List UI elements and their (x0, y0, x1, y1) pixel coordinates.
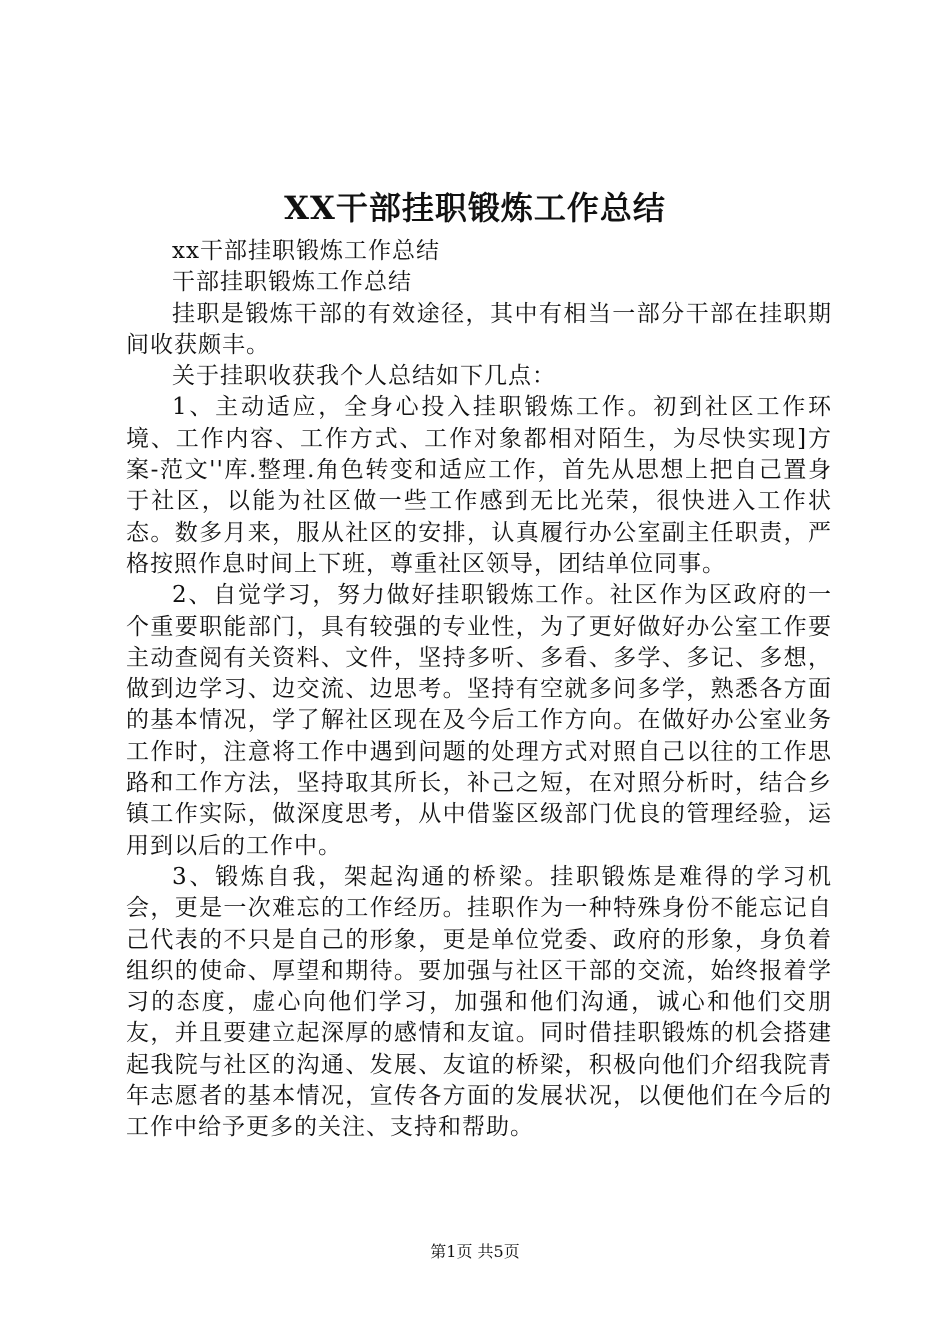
paragraph-subtitle-2: 干部挂职锻炼工作总结 (172, 269, 412, 296)
paragraph-point-2: 2、自觉学习，努力做好挂职锻炼工作。社区作为区政府的一个重要职能部门，具有较强的专业性，为了更好做好办公室工作要主动查阅有关资料、文件，坚持多听、多看、多学、多记、多想，做到边学习、边交流、边思考。坚持有空就多问多学，熟悉各方面的基本情况，学了解社区现在及今后工作方向。在做好办公室业务工作时，注意将工作中遇到问题的处理方式对照自己以往的工作思路和工作方法，坚持取其所长，补己之短，在对照分析时，结合乡镇工作实际，做深度思考，从中借鉴区级部门优良的管理经验，运用到以后的工作中。 (126, 582, 832, 859)
page-number-footer: 第1页 共5页 (430, 1242, 520, 1261)
document-title: XX干部挂职锻炼工作总结 (284, 189, 666, 227)
paragraph-point-3: 3、锻炼自我，架起沟通的桥梁。挂职锻炼是难得的学习机会，更是一次难忘的工作经历。挂职作为一种特殊身份不能忘记自己代表的不只是自己的形象，更是单位党委、政府的形象，身负着组织的使命、厚望和期待。要加强与社区干部的交流，始终报着学习的态度，虚心向他们学习，加强和他们沟通，诚心和他们交朋友，并且要建立起深厚的感情和友谊。同时借挂职锻炼的机会搭建起我院与社区的沟通、发展、友谊的桥梁，积极向他们介绍我院青年志愿者的基本情况，宣传各方面的发展状况，以便他们在今后的工作中给予更多的关注、支持和帮助。 (126, 863, 832, 1141)
paragraph-intro: 挂职是锻炼干部的有效途径，其中有相当一部分干部在挂职期间收获颇丰。 (126, 300, 832, 358)
paragraph-subtitle-1: xx干部挂职锻炼工作总结 (172, 238, 440, 264)
paragraph-summary-lead: 关于挂职收获我个人总结如下几点： (172, 363, 556, 390)
document-body (126, 236, 832, 1144)
paragraph-point-1: 1、主动适应，全身心投入挂职锻炼工作。初到社区工作环境、工作内容、工作方式、工作对象都相对陌生，为尽快实现]方案-范文''库.整理.角色转变和适应工作，首先从思想上把自己置身于社区，以能为社区做一些工作感到无比光荣，很快进入工作状态。数多月来，服从社区的安排，认真履行办公室副主任职责，严格按照作息时间上下班，尊重社区领导，团结单位同事。 (126, 394, 832, 577)
